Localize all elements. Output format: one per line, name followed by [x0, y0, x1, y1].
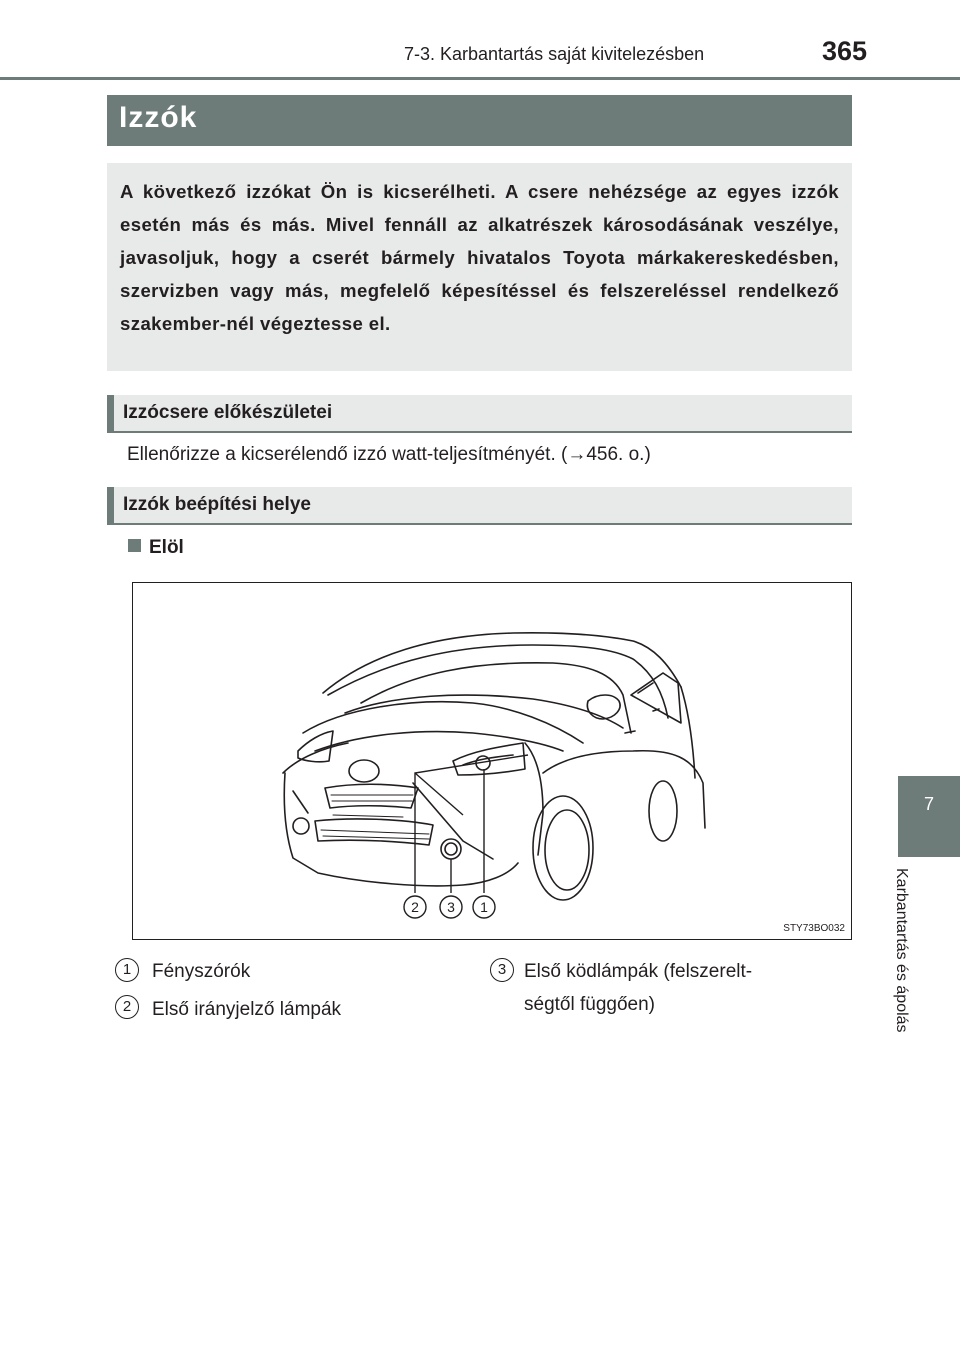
section-heading-prep: [107, 395, 852, 433]
car-illustration: [133, 583, 851, 939]
page-title: Izzók: [119, 101, 198, 134]
running-header: 7-3. Karbantartás saját kivitelezésben: [404, 44, 705, 64]
chapter-number: 7: [923, 794, 934, 814]
legend-number-3: 3: [490, 958, 514, 982]
callout-3-label: 3: [447, 899, 455, 915]
callout-2-label: 2: [411, 899, 419, 915]
legend-text-3: [524, 955, 752, 1021]
intro-text: A következő izzókat Ön is kicserélheti. A csere nehézsége az egyes izzók esetén más és más. Mivel fennáll az alkatrészek károsodásának veszélye, javasoljuk, hogy a cserét bármely hivatalos Toyota márkakereskedésben, szervizben vagy más, megfelelő képesítéssel és felszereléssel rendelkező szakember-nél végeztesse el.: [120, 181, 839, 334]
callout-1-label: 1: [480, 899, 488, 915]
car-front-figure: [132, 582, 852, 940]
legend-text-3-line-2: ségtől függően): [524, 994, 655, 1015]
section-heading-prep-label: Izzócsere előkészületei: [123, 402, 333, 423]
intro-box: [107, 163, 852, 371]
chapter-tab: [898, 776, 960, 857]
page-number: 365: [822, 36, 868, 66]
chapter-title-text: Karbantartás és ápolás: [893, 868, 910, 1033]
callout-markers: [404, 896, 495, 918]
front-subheading: [128, 537, 184, 559]
section-heading-accent: [107, 395, 114, 433]
section-heading-accent: [107, 487, 114, 525]
section-heading-locations: [107, 487, 852, 525]
figure-code: STY73BO032: [783, 923, 845, 934]
prep-instruction: Ellenőrizze a kicserélendő izzó watt-teljesítményét. (→456. o.): [127, 444, 651, 465]
legend-number-1: 1: [115, 958, 139, 982]
legend-number-2: 2: [115, 995, 139, 1019]
legend-text-2: Első irányjelző lámpák: [152, 999, 342, 1020]
page-title-bar: [107, 95, 852, 146]
header-divider: [0, 77, 960, 80]
square-bullet-icon: [128, 539, 141, 552]
section-heading-locations-label: Izzók beépítési helye: [123, 494, 311, 515]
legend-text-1: Fényszórók: [152, 961, 251, 982]
front-label: Elöl: [149, 537, 184, 558]
legend-text-3-line-1: Első ködlámpák (felszerelt-: [524, 961, 753, 982]
chapter-title-vertical: [893, 868, 945, 1078]
